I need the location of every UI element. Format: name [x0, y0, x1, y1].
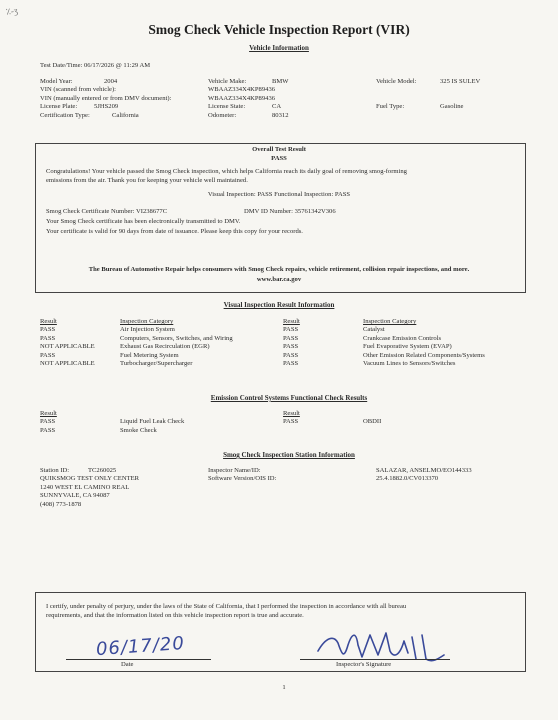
station-left	[40, 467, 139, 509]
visual-left-col-result: Result	[40, 318, 57, 325]
row-category: Other Emission Related Components/Systems	[363, 351, 485, 359]
transmitted-line: Your Smog Check certificate has been electronically transmitted to DMV.	[46, 218, 241, 225]
station-address-2: SUNNYVALE, CA 94087	[40, 492, 110, 500]
table-row	[283, 360, 485, 368]
cert-number-value: VI238677C	[135, 208, 168, 215]
row-category: Vacuum Lines to Sensors/Switches	[363, 360, 456, 368]
table-row	[40, 360, 233, 368]
row-result: PASS	[283, 351, 299, 359]
table-row	[40, 326, 233, 334]
corner-mark: ٪-ʒ	[5, 5, 19, 17]
station-name: QUIKSMOG TEST ONLY CENTER	[40, 475, 140, 483]
row-category: Fuel Metering System	[120, 351, 179, 359]
visual-functional-summary: Visual Inspection: PASS Functional Inspection: PASS	[207, 191, 351, 198]
station-heading: Smog Check Inspection Station Information	[223, 451, 355, 459]
odometer-label: Odometer:	[208, 111, 237, 119]
table-row	[40, 335, 233, 343]
software-label: Software Version/OIS ID:	[208, 475, 277, 483]
inspector-value: SALAZAR, ANSELMO/EO144333	[376, 467, 472, 474]
row-result: NOT APPLICABLE	[40, 343, 95, 351]
cert-number-label: Smog Check Certificate Number:	[46, 208, 135, 215]
table-row	[40, 418, 184, 426]
dmv-id-value: 35761342V306	[294, 208, 336, 215]
station-id-value: TC260025	[88, 467, 117, 474]
station-phone: (408) 773-1878	[40, 500, 82, 508]
row-category: Smoke Check	[120, 426, 157, 434]
row-category: Air Injection System	[120, 326, 175, 334]
vin-scanned-label: VIN (scanned from vehicle):	[40, 86, 116, 94]
functional-right-col-result: Result	[283, 410, 300, 417]
functional-heading: Emission Control Systems Functional Check Results	[210, 394, 368, 402]
visual-right-col-result: Result	[283, 318, 300, 325]
odometer-value: 80312	[272, 111, 289, 119]
row-result: PASS	[283, 418, 299, 426]
table-row	[283, 326, 485, 334]
signature-label: Inspector's Signature	[336, 661, 392, 668]
row-result: PASS	[283, 343, 299, 351]
page-title: Smog Check Vehicle Inspection Report (VIR)	[148, 22, 410, 37]
date-label: Date	[121, 661, 134, 668]
functional-left-col-result: Result	[40, 410, 57, 417]
fuel-label: Fuel Type:	[376, 103, 405, 111]
station-id-label: Station ID:	[40, 467, 70, 474]
bar-line-2: www.bar.ca.gov	[256, 276, 302, 283]
row-category: Crankcase Emission Controls	[363, 334, 442, 342]
test-datetime	[40, 62, 150, 70]
model-year-value: 2004	[104, 78, 118, 85]
signature-line	[300, 659, 450, 660]
visual-heading: Visual Inspection Result Information	[223, 301, 335, 309]
congrats-line-2: emissions from the air. Thank you for keeping your vehicle well maintained.	[46, 177, 248, 184]
cert-type-value: California	[112, 111, 139, 119]
handwritten-date: 06/17/20	[95, 632, 186, 661]
test-datetime-label: Test Date/Time:	[40, 62, 83, 69]
station-address-1: 1240 WEST EL CAMINO REAL	[40, 483, 130, 491]
visual-right-table	[283, 318, 485, 368]
overall-result: PASS	[271, 155, 287, 162]
date-line	[66, 659, 211, 660]
valid-line: Your certificate is valid for 90 days from date of issuance. Please keep this copy for your records.	[46, 228, 303, 235]
row-category: Computers, Sensors, Switches, and Wiring	[120, 334, 233, 342]
vehicle-info-heading: Vehicle Information	[249, 44, 309, 52]
row-result: PASS	[40, 418, 56, 426]
table-row	[40, 427, 184, 435]
row-category: Catalyst	[363, 326, 385, 334]
software-value: 25.4.1882.0/CV013370	[376, 475, 439, 483]
functional-right-table	[283, 410, 381, 427]
row-result: PASS	[283, 326, 299, 334]
state-label: License State:	[208, 103, 246, 111]
table-row	[283, 418, 381, 426]
bar-line-1: The Bureau of Automotive Repair helps consumers with Smog Check repairs, vehicle retirement, collision repair inspections, and more.	[88, 266, 470, 273]
table-row	[283, 352, 485, 360]
row-category: OBDII	[363, 418, 382, 426]
model-year-label: Model Year:	[40, 78, 73, 85]
row-category: Turbocharger/Supercharger	[120, 360, 193, 368]
table-row	[283, 335, 485, 343]
row-category: Fuel Evaporative System (EVAP)	[363, 343, 452, 351]
make-label: Vehicle Make:	[208, 78, 247, 85]
visual-left-col-category: Inspection Category	[120, 318, 174, 325]
station-right	[376, 467, 472, 484]
table-row	[40, 352, 233, 360]
row-result: PASS	[40, 334, 56, 342]
inspector-label: Inspector Name/ID:	[208, 467, 261, 474]
row-result: PASS	[283, 360, 299, 368]
cert-number	[46, 208, 167, 216]
test-datetime-value: 06/17/2026 @ 11:29 AM	[84, 62, 151, 69]
row-category: Liquid Fuel Leak Check	[120, 418, 185, 426]
functional-left-table	[40, 410, 184, 435]
page-number: 1	[282, 684, 286, 691]
make-value: BMW	[272, 78, 289, 85]
table-row	[283, 343, 485, 351]
row-result: PASS	[40, 351, 56, 359]
table-row	[40, 343, 233, 351]
vehicle-right-col	[376, 78, 480, 112]
dmv-id	[244, 208, 336, 216]
certify-line-1: I certify, under penalty of perjury, under the laws of the State of California, that I performed the inspection in accordance with all bureau	[46, 603, 407, 610]
station-mid	[208, 467, 276, 484]
row-result: PASS	[40, 426, 56, 434]
row-result: PASS	[40, 326, 56, 334]
overall-heading: Overall Test Result	[252, 146, 306, 153]
visual-left-table	[40, 318, 233, 368]
vehicle-left-col	[40, 78, 171, 120]
certify-line-2: requirements, and that the information listed on this vehicle inspection report is true and accurate.	[46, 612, 304, 619]
cert-type-label: Certification Type:	[40, 111, 90, 119]
model-label: Vehicle Model:	[376, 78, 417, 85]
plate-value: 5JHS209	[94, 103, 119, 111]
plate-label: License Plate:	[40, 103, 78, 111]
row-result: PASS	[283, 334, 299, 342]
vin-manual-label: VIN (manually entered or from DMV document):	[40, 94, 172, 102]
visual-right-col-category: Inspection Category	[363, 318, 417, 325]
congrats-line-1: Congratulations! Your vehicle passed the Smog Check inspection, which helps California reach its daily goal of removing smog-forming	[46, 168, 407, 175]
vin-scanned-value: WBAAZ334X4KP89436	[208, 86, 276, 94]
fuel-value: Gasoline	[440, 103, 464, 111]
row-result: NOT APPLICABLE	[40, 360, 95, 368]
vin-manual-value: WBAAZ334X4KP89436	[208, 94, 276, 102]
model-value: 325 IS SULEV	[440, 78, 481, 85]
vehicle-mid-col	[208, 78, 288, 120]
row-category: Exhaust Gas Recirculation (EGR)	[120, 343, 210, 351]
dmv-id-label: DMV ID Number:	[244, 208, 293, 215]
state-value: CA	[272, 103, 282, 111]
